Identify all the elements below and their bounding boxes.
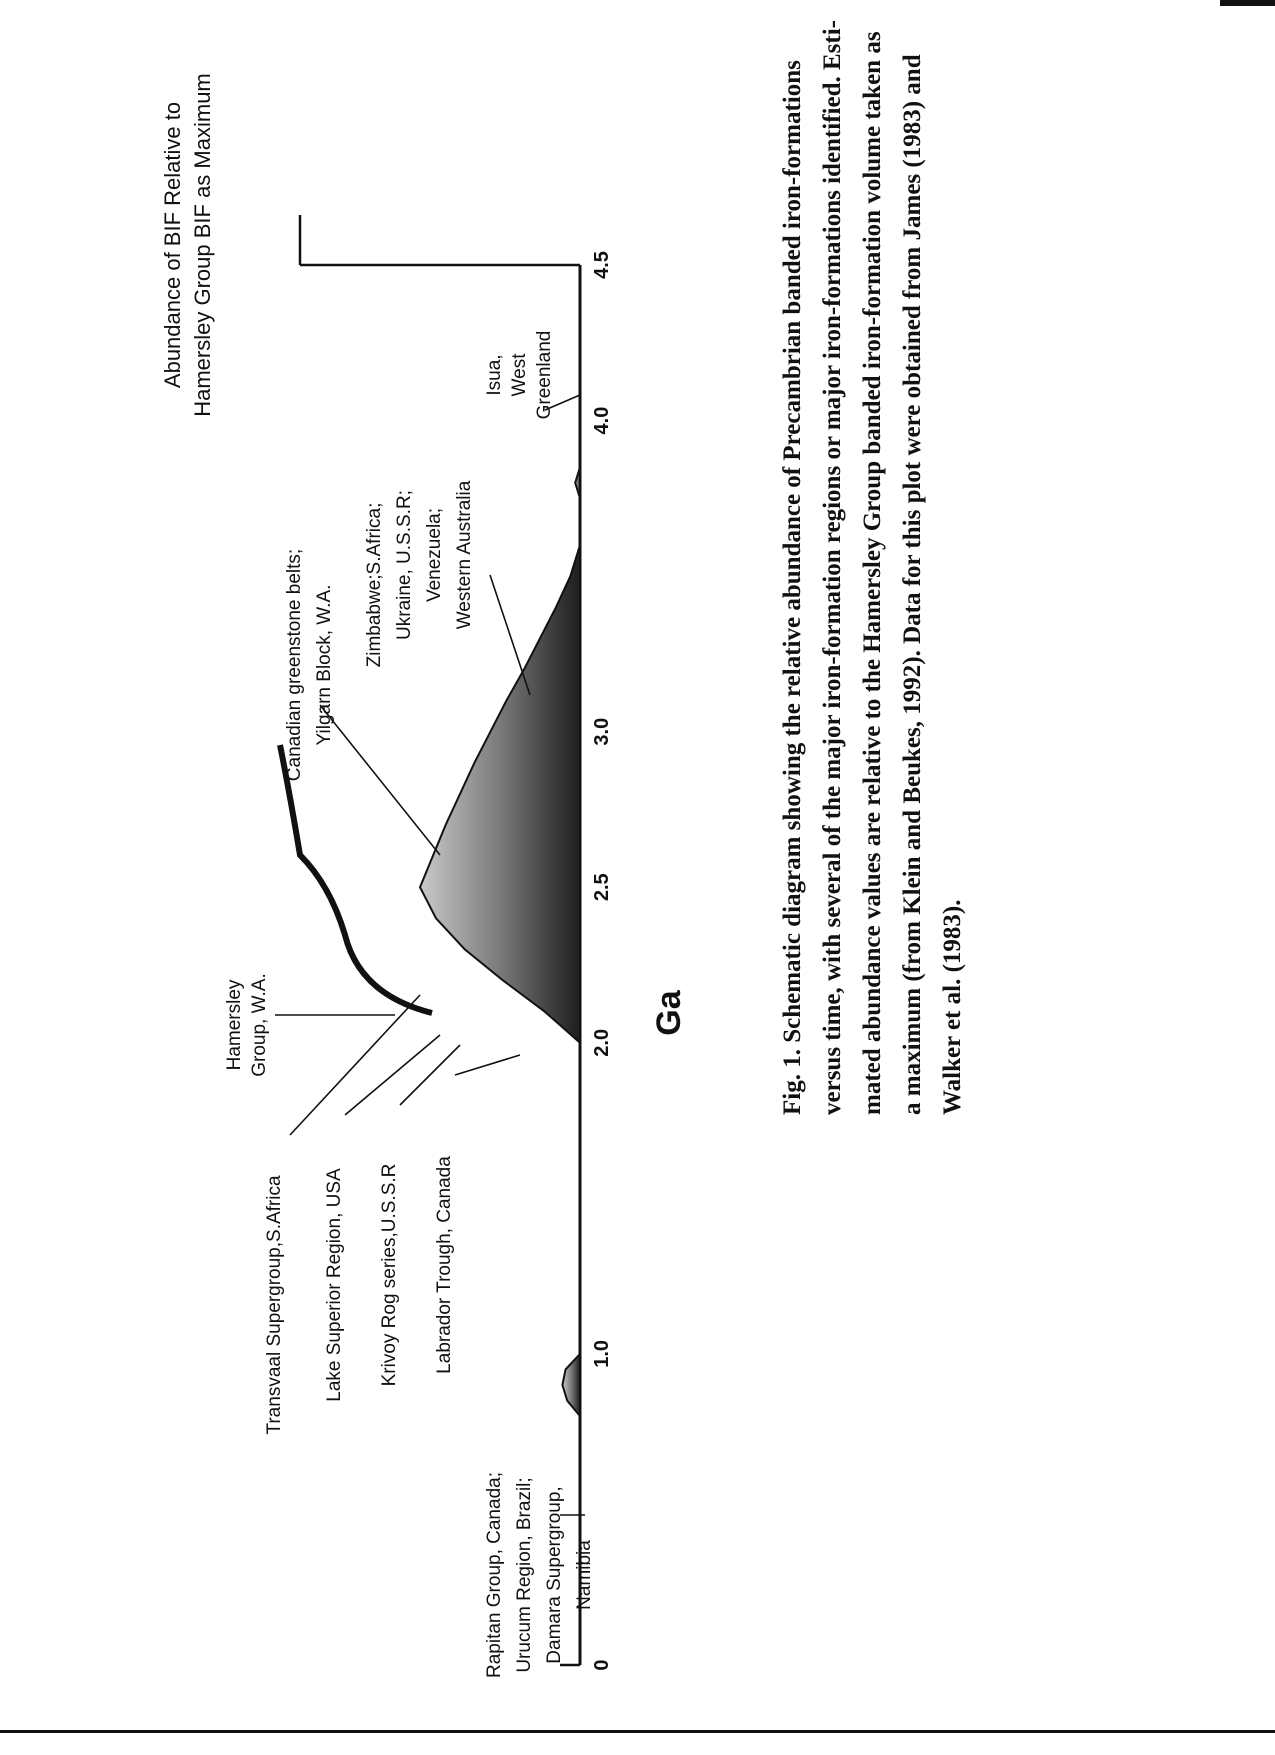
label-wa-2: Venezuela; <box>424 507 445 603</box>
area-series-1 <box>420 545 580 1043</box>
label-rapitan-1: Rapitan Group, Canada; <box>484 1472 505 1678</box>
arrow-krivoy <box>400 1045 460 1105</box>
caption-line4: a maximum (from Klein and Beukes, 1992). Data for this plot were obtained from James (1983) and <box>899 54 926 1115</box>
x-tick-label: 2.5 <box>591 873 613 902</box>
label-hamersley-1: Hamersley <box>224 979 245 1071</box>
arrow-lake-superior <box>345 1035 440 1115</box>
label-hamersley-2: Group, W.A. <box>249 973 270 1077</box>
hamersley-dark-band <box>280 745 432 1013</box>
x-tick-label: 4.0 <box>591 406 613 435</box>
label-wa-3: Ukraine, U.S.S.R; <box>394 490 415 640</box>
caption-line5: Walker et al. (1983). <box>939 899 966 1115</box>
area-series-2 <box>575 467 580 498</box>
arrow-labrador <box>455 1055 520 1075</box>
x-tick-label: 1.0 <box>591 1339 613 1368</box>
label-wa-4: Zimbabwe;S.Africa; <box>364 502 385 668</box>
x-axis-label: Ga <box>650 990 688 1036</box>
label-rapitan-4: Namibia <box>574 1540 595 1610</box>
x-tick-label: 4.5 <box>591 251 613 279</box>
caption-line2: versus time, with several of the major iron-formation regions or major iron-formations identified. Esti- <box>819 20 846 1115</box>
label-isua-3: Greenland <box>534 330 555 420</box>
label-rapitan-2: Urucum Region, Brazil; <box>514 1477 535 1673</box>
caption-line1: Fig. 1. Schematic diagram showing the relative abundance of Precambrian banded iron-formations <box>779 60 806 1115</box>
area-series-0 <box>562 1354 580 1416</box>
arrow-canadian <box>320 705 440 855</box>
x-tick-label: 2.0 <box>591 1028 613 1057</box>
label-transvaal: Transvaal Supergroup,S.Africa <box>264 1175 285 1435</box>
label-krivoy: Krivoy Rog series,U.S.S.R <box>379 1163 400 1387</box>
label-lake-superior: Lake Superior Region, USA <box>324 1168 345 1402</box>
y-axis-label-line1: Abundance of BIF Relative to <box>160 101 185 389</box>
arrow-transvaal <box>290 995 420 1135</box>
label-canadian-2: Yilgarn Block, W.A. <box>314 584 335 746</box>
x-tick-label: 3.0 <box>591 717 613 746</box>
caption-line3: mated abundance values are relative to the Hamersley Group banded iron-formation volume taken as <box>859 31 886 1115</box>
x-tick-labels <box>591 251 613 1670</box>
label-labrador: Labrador Trough, Canada <box>434 1156 455 1374</box>
x-tick-label: 0 <box>591 1659 613 1671</box>
arrow-wa <box>490 575 530 695</box>
label-rapitan-3: Damara Supergroup, <box>544 1486 565 1664</box>
label-isua-2: West <box>509 353 530 397</box>
label-isua-1: Isua, <box>484 354 505 396</box>
label-canadian-1: Canadian greenstone belts; <box>284 548 305 782</box>
label-wa-1: Western Australia <box>454 480 475 630</box>
y-axis-label-line2: Hamersley Group BIF as Maximum <box>190 73 215 417</box>
